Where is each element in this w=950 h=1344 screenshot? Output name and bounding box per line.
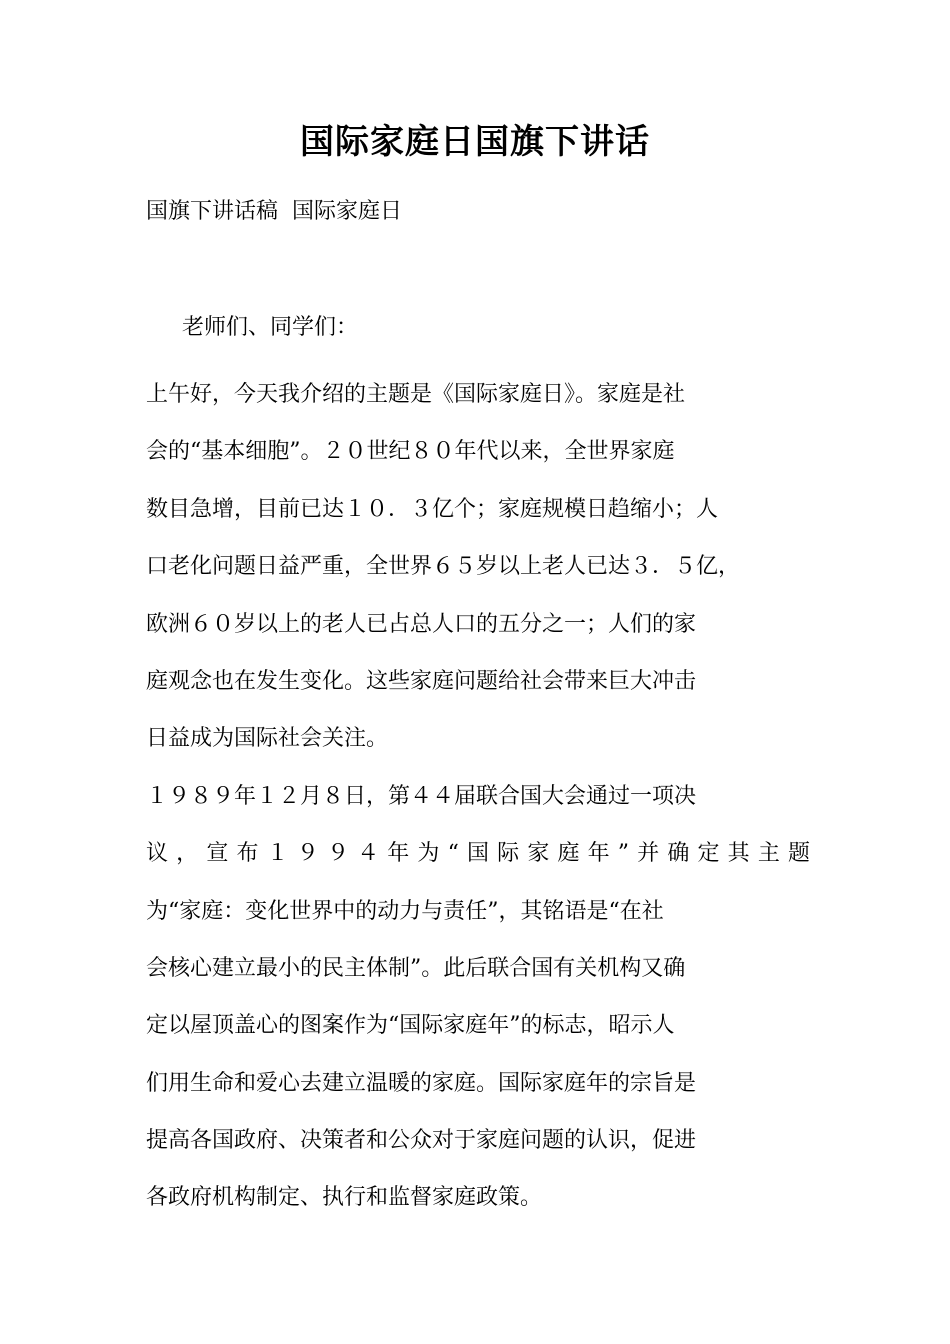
text-line: 日益成为国际社会关注。 — [146, 726, 389, 752]
document-subtitle: 国旗下讲话稿 国际家庭日 — [146, 199, 402, 224]
text-line: 上午好，今天我介绍的主题是《国际家庭日》。家庭是社 — [146, 382, 686, 407]
text-line: １９８９年１２月８日，第４４届联合国大会通过一项决 — [146, 783, 697, 809]
text-line: 各政府机构制定、执行和监督家庭政策。 — [146, 1185, 543, 1211]
text-line: 们用生命和爱心去建立温暖的家庭。国际家庭年的宗旨是 — [146, 1070, 697, 1096]
text-line: 定以屋顶盖心的图案作为“国际家庭年”的标志，昭示人 — [146, 1013, 675, 1039]
text-line: 会的“基本细胞”。２０世纪８０年代以来，全世界家庭 — [146, 439, 675, 465]
text-line: 欧洲６０岁以上的老人已占总人口的五分之一；人们的家 — [146, 611, 697, 637]
text-line: 议，宣布１９９４年为“国际家庭年”并确定其主题 — [146, 841, 810, 867]
document-title: 国际家庭日国旗下讲话 — [300, 122, 650, 162]
text-line: 数目急增，目前已达１０．３亿个；家庭规模日趋缩小；人 — [146, 496, 719, 522]
text-line: 会核心建立最小的民主体制”。此后联合国有关机构又确 — [146, 955, 686, 981]
text-line: 庭观念也在发生变化。这些家庭问题给社会带来巨大冲击 — [146, 668, 697, 694]
greeting-line: 老师们、同学们： — [182, 315, 359, 340]
body-text — [146, 366, 810, 1227]
text-line: 口老化问题日益严重，全世界６５岁以上老人已达３．５亿， — [146, 554, 741, 580]
text-line: 提高各国政府、决策者和公众对于家庭问题的认识，促进 — [146, 1128, 697, 1154]
text-line: 为“家庭：变化世界中的动力与责任”，其铭语是“在社 — [146, 898, 664, 924]
